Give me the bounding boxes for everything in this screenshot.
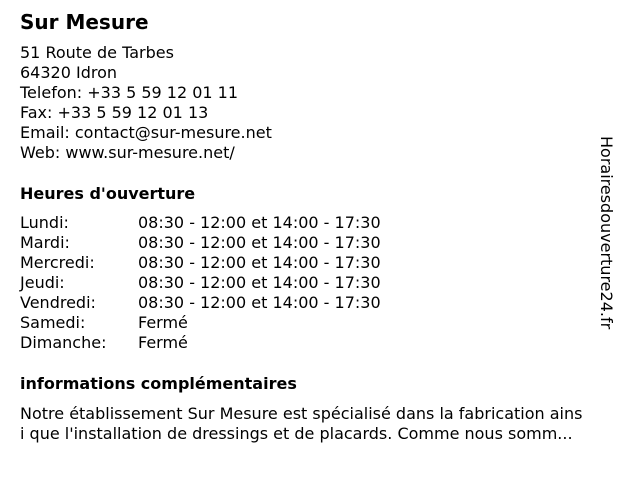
hours-row-friday — [20, 293, 440, 313]
info-line: i que l'installation de dressings et de placards. Comme nous somm... — [20, 424, 573, 443]
day-label: Jeudi: — [20, 273, 65, 292]
day-label: Lundi: — [20, 213, 69, 232]
time-value: 08:30 - 12:00 et 14:00 - 17:30 — [138, 293, 381, 312]
day-label: Mardi: — [20, 233, 70, 252]
day-label: Samedi: — [20, 313, 86, 332]
time-value: 08:30 - 12:00 et 14:00 - 17:30 — [138, 233, 381, 252]
phone-number: Telefon: +33 5 59 12 01 11 — [20, 83, 239, 102]
info-line: Notre établissement Sur Mesure est spécialisé dans la fabrication ains — [20, 404, 583, 423]
time-value: 08:30 - 12:00 et 14:00 - 17:30 — [138, 253, 381, 272]
hours-row-sunday — [20, 333, 440, 353]
info-description — [20, 404, 620, 444]
contact-block — [20, 43, 272, 163]
time-value: Fermé — [138, 333, 188, 352]
business-name: Sur Mesure — [20, 10, 149, 34]
time-value: 08:30 - 12:00 et 14:00 - 17:30 — [138, 213, 381, 232]
fax-number: Fax: +33 5 59 12 01 13 — [20, 103, 209, 122]
hours-row-saturday — [20, 313, 440, 333]
website-address: Web: www.sur-mesure.net/ — [20, 143, 235, 162]
time-value: 08:30 - 12:00 et 14:00 - 17:30 — [138, 273, 381, 292]
time-value: Fermé — [138, 313, 188, 332]
day-label: Vendredi: — [20, 293, 96, 312]
hours-row-monday — [20, 213, 440, 233]
hours-row-tuesday — [20, 233, 440, 253]
info-heading: informations complémentaires — [20, 374, 297, 393]
opening-hours-list — [20, 213, 440, 353]
day-label: Dimanche: — [20, 333, 107, 352]
hours-heading: Heures d'ouverture — [20, 184, 196, 203]
day-label: Mercredi: — [20, 253, 95, 272]
site-watermark: Horairesdouverture24.fr — [597, 136, 616, 330]
hours-row-thursday — [20, 273, 440, 293]
email-address: Email: contact@sur-mesure.net — [20, 123, 272, 142]
address-street: 51 Route de Tarbes — [20, 43, 174, 62]
address-city: 64320 Idron — [20, 63, 118, 82]
hours-row-wednesday — [20, 253, 440, 273]
